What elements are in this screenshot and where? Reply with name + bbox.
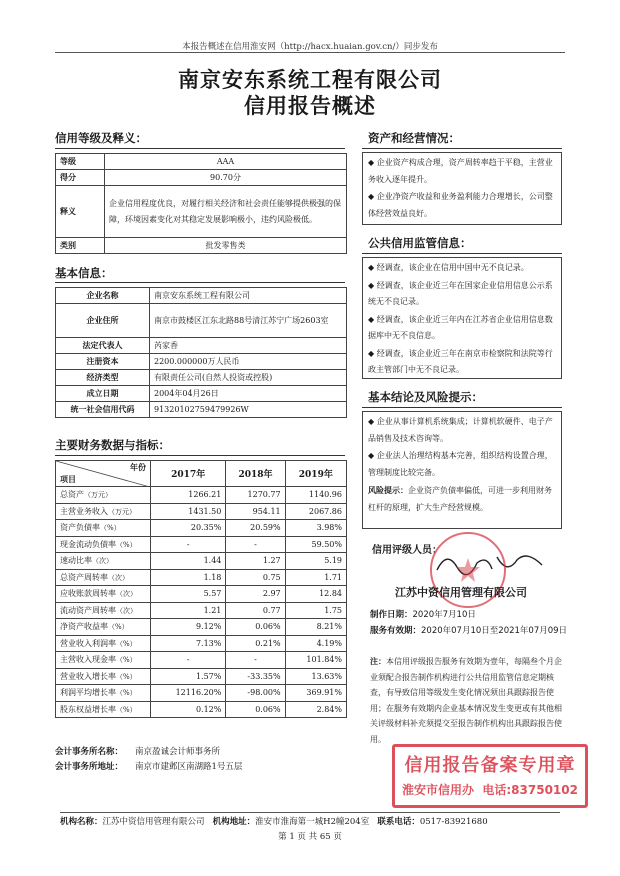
finance-item-unit: （%） <box>116 656 137 665</box>
score-row <box>56 170 347 186</box>
finance-row <box>56 635 347 652</box>
finance-row <box>56 652 347 669</box>
public-item-text: 经调查，该企业近三年在国家企业信用信息公示系统无不良记录。 <box>368 280 553 306</box>
finance-value-cell: - <box>226 536 285 553</box>
finance-value-cell: 1.75 <box>285 602 346 619</box>
risk-text: 企业资产负债率偏低，可进一步利用财务杠杆的原理，扩大生产经营规模。 <box>368 486 552 512</box>
finance-row <box>56 586 347 603</box>
definition-label: 释义 <box>56 186 105 238</box>
finance-value-cell: 0.12% <box>151 701 226 718</box>
finance-value-cell: 9.12% <box>151 619 226 636</box>
public-item-text: 经调查，该企业近三年内在江苏省企业信用信息数据库中无不良信息。 <box>368 314 553 340</box>
finance-value-cell: 2.97 <box>226 586 285 603</box>
rating-label: 等级 <box>56 154 105 170</box>
finance-table <box>55 460 347 718</box>
year-header: 2019年 <box>285 461 346 487</box>
finance-value-cell: 0.21% <box>226 635 285 652</box>
finance-value-cell: 4.19% <box>285 635 346 652</box>
conclusion-box <box>362 411 562 529</box>
basic-value: 南京市鼓楼区江东北路88号清江苏宁广场2603室 <box>150 304 347 338</box>
stamp-phone: 电话:83750102 <box>482 783 578 797</box>
finance-row <box>56 520 347 537</box>
basic-value: 有限责任公司(自然人投资或控股) <box>150 370 347 386</box>
basic-row <box>56 402 347 418</box>
assets-item-text: 企业净资产收益和业务盈利能力合理增长，公司整体经营效益良好。 <box>368 192 553 218</box>
conclusion-item: ◆ 企业法人治理结构基本完善，组织结构设置合理，管理制度比较完备。 <box>368 451 553 477</box>
corner-item-label: 项目 <box>60 474 76 484</box>
assets-divider <box>362 148 562 149</box>
finance-item-label: 主营收入现金率 <box>60 655 116 665</box>
finance-item-unit: （%） <box>116 689 137 698</box>
finance-row <box>56 685 347 702</box>
validity-value: 2020年07月10日至2021年07月09日 <box>421 626 568 636</box>
finance-value-cell: 5.57 <box>151 586 226 603</box>
finance-item-cell <box>56 602 151 619</box>
basic-label: 成立日期 <box>56 386 150 402</box>
finance-value-cell: -33.35% <box>226 668 285 685</box>
finance-item-label: 营业收入增长率 <box>60 671 116 681</box>
finance-item-unit: （%） <box>116 540 137 549</box>
score-value: 90.70分 <box>105 170 347 186</box>
assets-item: ◆ 企业净资产收益和业务盈利能力合理增长，公司整体经营效益良好。 <box>368 192 553 218</box>
finance-item-unit: （%） <box>116 672 137 681</box>
finance-item-cell <box>56 619 151 636</box>
basic-value: 91320102759479926W <box>150 402 347 418</box>
finance-body <box>56 487 347 718</box>
footer-addr-label: 机构地址： <box>212 817 256 827</box>
report-title: 信用报告概述 <box>244 93 376 118</box>
page-header: 本报告概述在信用淮安网（http://hacx.huaian.gov.cn/）同步发布 <box>182 42 438 52</box>
finance-item-cell <box>56 635 151 652</box>
rating-divider <box>55 148 345 149</box>
make-date-value: 2020年7月10日 <box>412 610 476 620</box>
finance-value-cell: 12116.20% <box>151 685 226 702</box>
risk-label: 风险提示： <box>368 485 408 495</box>
finance-item-label: 营业收入利润率 <box>60 638 116 648</box>
basic-value: 2004年04月26日 <box>150 386 347 402</box>
public-item: ◆ 经调查，该企业近三年在南京市检察院和法院等行政主管部门中无不良记录。 <box>368 348 553 374</box>
public-item: ◆ 经调查，该企业在信用中国中无不良记录。 <box>368 263 529 272</box>
basic-info-divider <box>55 282 345 283</box>
basic-info-heading: 基本信息： <box>55 266 113 280</box>
basic-row <box>56 304 347 338</box>
risk-paragraph <box>368 482 556 516</box>
score-label: 得分 <box>56 170 105 186</box>
finance-item-cell <box>56 487 151 504</box>
page-footer <box>60 812 560 827</box>
basic-row <box>56 370 347 386</box>
finance-value-cell: 7.13% <box>151 635 226 652</box>
finance-row <box>56 487 347 504</box>
basic-label: 经济类型 <box>56 370 150 386</box>
auditor-name-label: 会计事务所名称： <box>55 747 124 757</box>
public-item: ◆ 经调查，该企业近三年在国家企业信用信息公示系统无不良记录。 <box>368 280 553 306</box>
finance-item-label: 总资产周转率 <box>60 572 108 582</box>
finance-row <box>56 668 347 685</box>
year-header: 2018年 <box>226 461 285 487</box>
company-title: 南京安东系统工程有限公司 <box>178 67 442 92</box>
finance-item-label: 现金流动负债率 <box>60 539 116 549</box>
stamp-subtitle <box>395 781 585 798</box>
finance-item-cell <box>56 553 151 570</box>
basic-label: 统一社会信用代码 <box>56 402 150 418</box>
finance-value-cell: 1270.77 <box>226 487 285 504</box>
finance-item-label: 总资产 <box>60 490 84 500</box>
conclusion-item: ◆ 企业从事计算机系统集成；计算机软硬件、电子产品销售及技术咨询等。 <box>368 417 553 443</box>
agency-name: 江苏中资信用管理有限公司 <box>395 586 527 599</box>
footer-phone-value: 0517-83921680 <box>419 817 488 827</box>
finance-value-cell: - <box>226 652 285 669</box>
finance-value-cell: 101.84% <box>285 652 346 669</box>
basic-label: 企业住所 <box>56 304 150 338</box>
public-divider <box>362 253 562 254</box>
finance-row <box>56 701 347 718</box>
basic-row <box>56 354 347 370</box>
basic-row <box>56 338 347 354</box>
finance-value-cell: 1.21 <box>151 602 226 619</box>
footer-org-value: 江苏中资信用管理有限公司 <box>102 817 205 827</box>
note-text: 本信用评级报告服务有效期为壹年，每隔叁个月企业须配合报告制作机构进行公共信用监管信息定期核查，有导致信用等级发生变化情况须出具跟踪报告使用；在服务有效期内企业基本情况发生变更或有其他相关评级材料补充须提交至报告制作机构出具跟踪报告使用。 <box>370 657 562 744</box>
finance-row <box>56 503 347 520</box>
finance-value-cell: 1266.21 <box>151 487 226 504</box>
assets-box <box>362 152 562 225</box>
finance-item-unit: （%） <box>116 705 137 714</box>
finance-item-cell <box>56 503 151 520</box>
public-item-text: 经调查，该企业在信用中国中无不良记录。 <box>376 263 529 272</box>
definition-value: 企业信用程度优良，对履行相关经济和社会责任能够提供极强的保障，环境因素变化对其稳定发展影响极小，违约风险极低。 <box>105 186 347 238</box>
finance-item-unit: （万元） <box>108 507 136 516</box>
header-divider <box>55 52 565 53</box>
assets-item: ◆ 企业资产构成合理，资产周转率趋于平稳，主营业务收入逐年提升。 <box>368 158 553 184</box>
finance-value-cell: 0.75 <box>226 569 285 586</box>
finance-row <box>56 569 347 586</box>
basic-value: 2200.000000万人民币 <box>150 354 347 370</box>
basic-label: 法定代表人 <box>56 338 150 354</box>
year-header: 2017年 <box>151 461 226 487</box>
finance-item-unit: （%） <box>108 623 129 632</box>
footer-org-label: 机构名称： <box>60 817 103 827</box>
conclusion-item-text: 企业法人治理结构基本完善，组织结构设置合理，管理制度比较完备。 <box>368 451 553 477</box>
finance-row <box>56 553 347 570</box>
finance-item-unit: （次） <box>116 590 137 599</box>
stamp-title: 信用报告备案专用章 <box>404 755 576 776</box>
conclusion-item-text: 企业从事计算机系统集成；计算机软硬件、电子产品销售及技术咨询等。 <box>368 417 553 443</box>
finance-row <box>56 619 347 636</box>
footer-phone-label: 联系电话： <box>377 817 420 827</box>
conclusion-divider <box>362 407 562 408</box>
basic-value: 南京安东系统工程有限公司 <box>150 288 347 304</box>
finance-item-unit: （%） <box>100 524 121 533</box>
public-item: ◆ 经调查，该企业近三年内在江苏省企业信用信息数据库中无不良信息。 <box>368 314 553 340</box>
finance-value-cell: 1140.96 <box>285 487 346 504</box>
finance-value-cell: 1.57% <box>151 668 226 685</box>
note-paragraph <box>370 654 565 747</box>
finance-value-cell: 2067.86 <box>285 503 346 520</box>
finance-value-cell: 954.11 <box>226 503 285 520</box>
finance-item-label: 速动比率 <box>60 556 92 566</box>
finance-item-label: 利润平均增长率 <box>60 688 116 698</box>
auditor-address-label: 会计事务所地址： <box>55 762 124 772</box>
rating-heading: 信用等级及释义： <box>55 131 147 145</box>
finance-value-cell: 0.06% <box>226 701 285 718</box>
finance-value-cell: 1431.50 <box>151 503 226 520</box>
finance-item-label: 股东权益增长率 <box>60 704 116 714</box>
validity-label: 服务有效期： <box>370 626 422 636</box>
finance-item-cell <box>56 569 151 586</box>
finance-item-cell <box>56 668 151 685</box>
assets-heading: 资产和经营情况： <box>368 131 460 145</box>
finance-item-unit: （万元） <box>84 491 112 500</box>
basic-info-table <box>55 287 347 418</box>
finance-header-row <box>56 461 347 487</box>
rating-staff-label: 信用评级人员： <box>372 545 442 556</box>
finance-item-cell <box>56 685 151 702</box>
basic-label: 注册资本 <box>56 354 150 370</box>
public-heading: 公共信用监管信息： <box>368 236 472 250</box>
finance-divider <box>55 455 345 456</box>
finance-item-label: 净资产收益率 <box>60 622 108 632</box>
finance-value-cell: 0.06% <box>226 619 285 636</box>
rating-table <box>55 153 347 254</box>
make-date-label: 制作日期： <box>370 610 413 620</box>
finance-value-cell: 0.77 <box>226 602 285 619</box>
finance-item-unit: （次） <box>108 573 129 582</box>
stamp-office: 淮安市信用办 <box>402 783 475 797</box>
note-label: 注： <box>370 656 386 666</box>
finance-item-cell <box>56 536 151 553</box>
finance-value-cell: 13.63% <box>285 668 346 685</box>
finance-item-label: 流动资产周转率 <box>60 605 116 615</box>
category-row <box>56 238 347 254</box>
finance-value-cell: 2.84% <box>285 701 346 718</box>
auditor-address-value: 南京市建邺区南湖路1号五层 <box>135 762 243 772</box>
basic-label: 企业名称 <box>56 288 150 304</box>
footer-addr-value: 淮安市淮海第一城H2幢204室 <box>255 817 370 827</box>
public-item-text: 经调查，该企业近三年在南京市检察院和法院等行政主管部门中无不良记录。 <box>368 348 553 374</box>
category-value: 批发零售类 <box>105 238 347 254</box>
finance-item-cell <box>56 701 151 718</box>
finance-value-cell: -98.00% <box>226 685 285 702</box>
finance-value-cell: 1.18 <box>151 569 226 586</box>
finance-value-cell: 1.44 <box>151 553 226 570</box>
finance-item-cell <box>56 520 151 537</box>
validity-line <box>370 624 567 636</box>
finance-row <box>56 602 347 619</box>
rating-value: AAA <box>105 154 347 170</box>
finance-value-cell: 20.59% <box>226 520 285 537</box>
category-label: 类别 <box>56 238 105 254</box>
basic-row <box>56 288 347 304</box>
finance-item-cell <box>56 652 151 669</box>
finance-value-cell: 1.27 <box>226 553 285 570</box>
basic-value: 芮家香 <box>150 338 347 354</box>
finance-value-cell: 3.98% <box>285 520 346 537</box>
finance-item-label: 主营业务收入 <box>60 506 108 516</box>
page-number: 第 1 页 共 65 页 <box>278 832 342 842</box>
finance-value-cell: 5.19 <box>285 553 346 570</box>
definition-row <box>56 186 347 238</box>
make-date-line <box>370 608 476 620</box>
finance-item-unit: （次） <box>116 606 137 615</box>
finance-value-cell: - <box>151 652 226 669</box>
finance-item-label: 资产负债率 <box>60 523 100 533</box>
finance-corner-cell <box>56 461 151 487</box>
filing-stamp <box>392 744 588 808</box>
finance-item-unit: （次） <box>92 557 113 566</box>
rating-row <box>56 154 347 170</box>
finance-value-cell: 369.91% <box>285 685 346 702</box>
finance-value-cell: 20.35% <box>151 520 226 537</box>
finance-value-cell: 1.71 <box>285 569 346 586</box>
finance-row <box>56 536 347 553</box>
finance-item-label: 应收账款周转率 <box>60 589 116 599</box>
auditor-name-value: 南京盈诚会计师事务所 <box>135 747 221 757</box>
finance-item-cell <box>56 586 151 603</box>
finance-value-cell: - <box>151 536 226 553</box>
corner-year-label: 年份 <box>130 462 146 472</box>
conclusion-heading: 基本结论及风险提示： <box>368 390 483 404</box>
finance-value-cell: 8.21% <box>285 619 346 636</box>
finance-value-cell: 59.50% <box>285 536 346 553</box>
public-box <box>362 257 562 379</box>
assets-item-text: 企业资产构成合理，资产周转率趋于平稳，主营业务收入逐年提升。 <box>368 158 553 184</box>
finance-item-unit: （%） <box>116 639 137 648</box>
finance-value-cell: 12.84 <box>285 586 346 603</box>
basic-row <box>56 386 347 402</box>
finance-heading: 主要财务数据与指标： <box>55 438 170 452</box>
